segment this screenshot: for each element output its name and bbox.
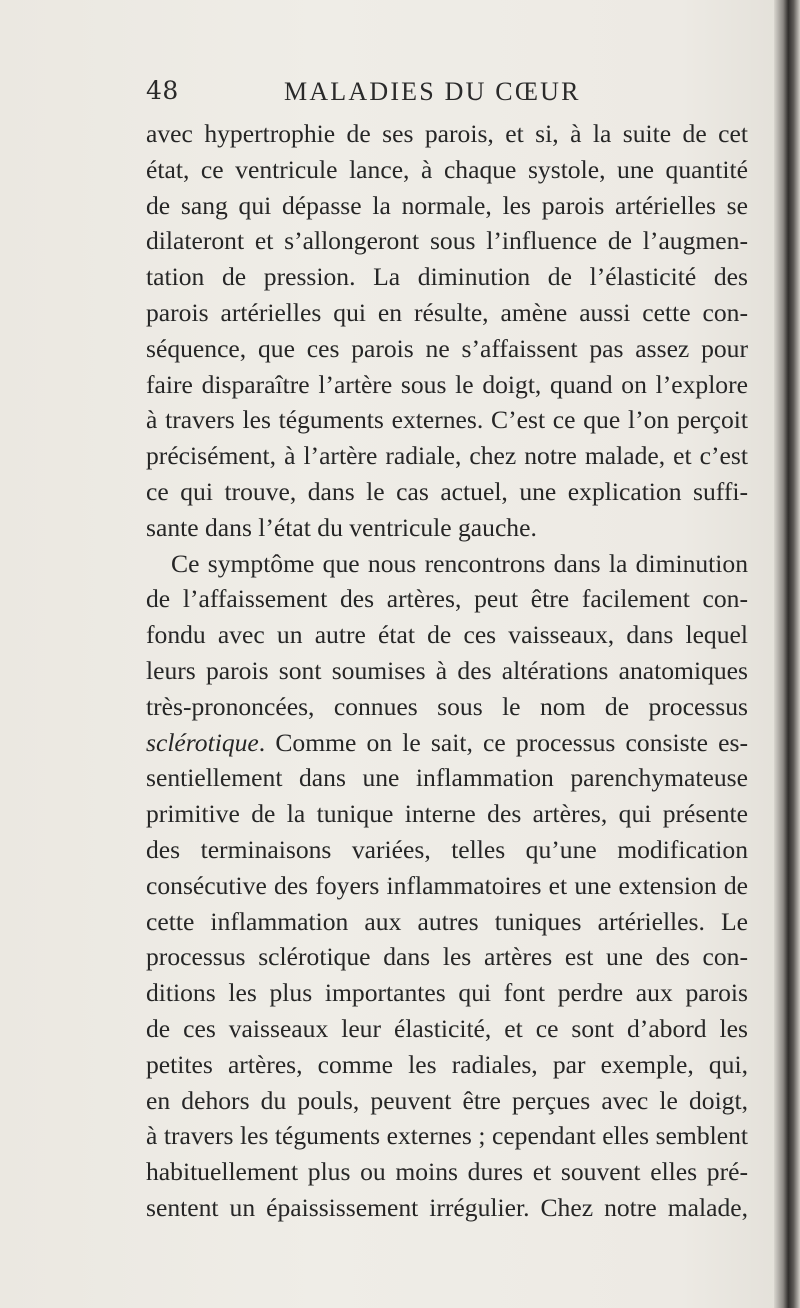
text-line: tation de pression. La diminution de l’élasticité des <box>146 262 748 292</box>
text-line: leurs parois sont soumises à des altérations anatomiques <box>146 655 748 685</box>
text-line: faire disparaître l’artère sous le doigt, quand on l’explore <box>146 369 748 399</box>
text-line: précisément, à l’artère radiale, chez notre malade, et c’est <box>146 441 748 471</box>
text-line: en dehors du pouls, peuvent être perçues avec le doigt, <box>146 1085 748 1115</box>
text-line: fondu avec un autre état de ces vaisseaux, dans lequel <box>146 620 748 650</box>
text-line: parois artérielles qui en résulte, amène aussi cette con- <box>146 297 748 327</box>
book-spine-edge <box>774 0 800 1308</box>
text-line: avec hypertrophie de ses parois, et si, à la suite de cet <box>146 119 748 148</box>
text-line: à travers les téguments externes. C’est ce que l’on perçoit <box>146 405 748 435</box>
italic-term: sclérotique <box>146 727 259 757</box>
text-line: très-prononcées, connues sous le nom de processus <box>146 691 748 721</box>
text-line: à travers les téguments externes ; cependant elles semblent <box>146 1121 748 1151</box>
text-line: primitive de la tunique interne des artères, qui présente <box>146 799 748 829</box>
text-line: sentent un épaississement irrégulier. Chez notre malade, <box>146 1192 748 1222</box>
text-line: dilateront et s’allongeront sous l’influence de l’augmen- <box>146 226 748 256</box>
text-line: de sang qui dépasse la normale, les parois artérielles se <box>146 190 748 220</box>
text-line: séquence, que ces parois ne s’affaissent pas assez pour <box>146 333 748 363</box>
text-line: habituellement plus ou moins dures et souvent elles pré- <box>146 1157 748 1187</box>
text-line: processus sclérotique dans les artères est une des con- <box>146 942 748 972</box>
text-line: ce qui trouve, dans le cas actuel, une explication suffi- <box>146 476 748 506</box>
text-line: sclérotique. Comme on le sait, ce processus consiste es- <box>146 727 748 757</box>
text-line: état, ce ventricule lance, à chaque systole, une quantité <box>146 154 748 184</box>
running-title: MALADIES DU CŒUR <box>284 77 581 106</box>
text-line: ditions les plus importantes qui font perdre aux parois <box>146 978 748 1008</box>
body-text <box>146 116 748 1226</box>
text-line: sante dans l’état du ventricule gauche. <box>146 512 537 542</box>
page-number: 48 <box>146 76 179 105</box>
text-line: de ces vaisseaux leur élasticité, et ce sont d’abord les <box>146 1013 748 1043</box>
text-line: sentiellement dans une inflammation parenchymateuse <box>146 763 748 793</box>
text-line: petites artères, comme les radiales, par exemple, qui, <box>146 1049 748 1079</box>
text-line: cette inflammation aux autres tuniques artérielles. Le <box>146 906 748 936</box>
running-head <box>0 72 774 112</box>
text-line: de l’affaissement des artères, peut être facilement con- <box>146 584 748 614</box>
text-line: des terminaisons variées, telles qu’une modification <box>146 834 748 864</box>
text-line: consécutive des foyers inflammatoires et une extension de <box>146 870 748 900</box>
paragraph-start-line: Ce symptôme que nous rencontrons dans la diminution <box>171 548 748 578</box>
